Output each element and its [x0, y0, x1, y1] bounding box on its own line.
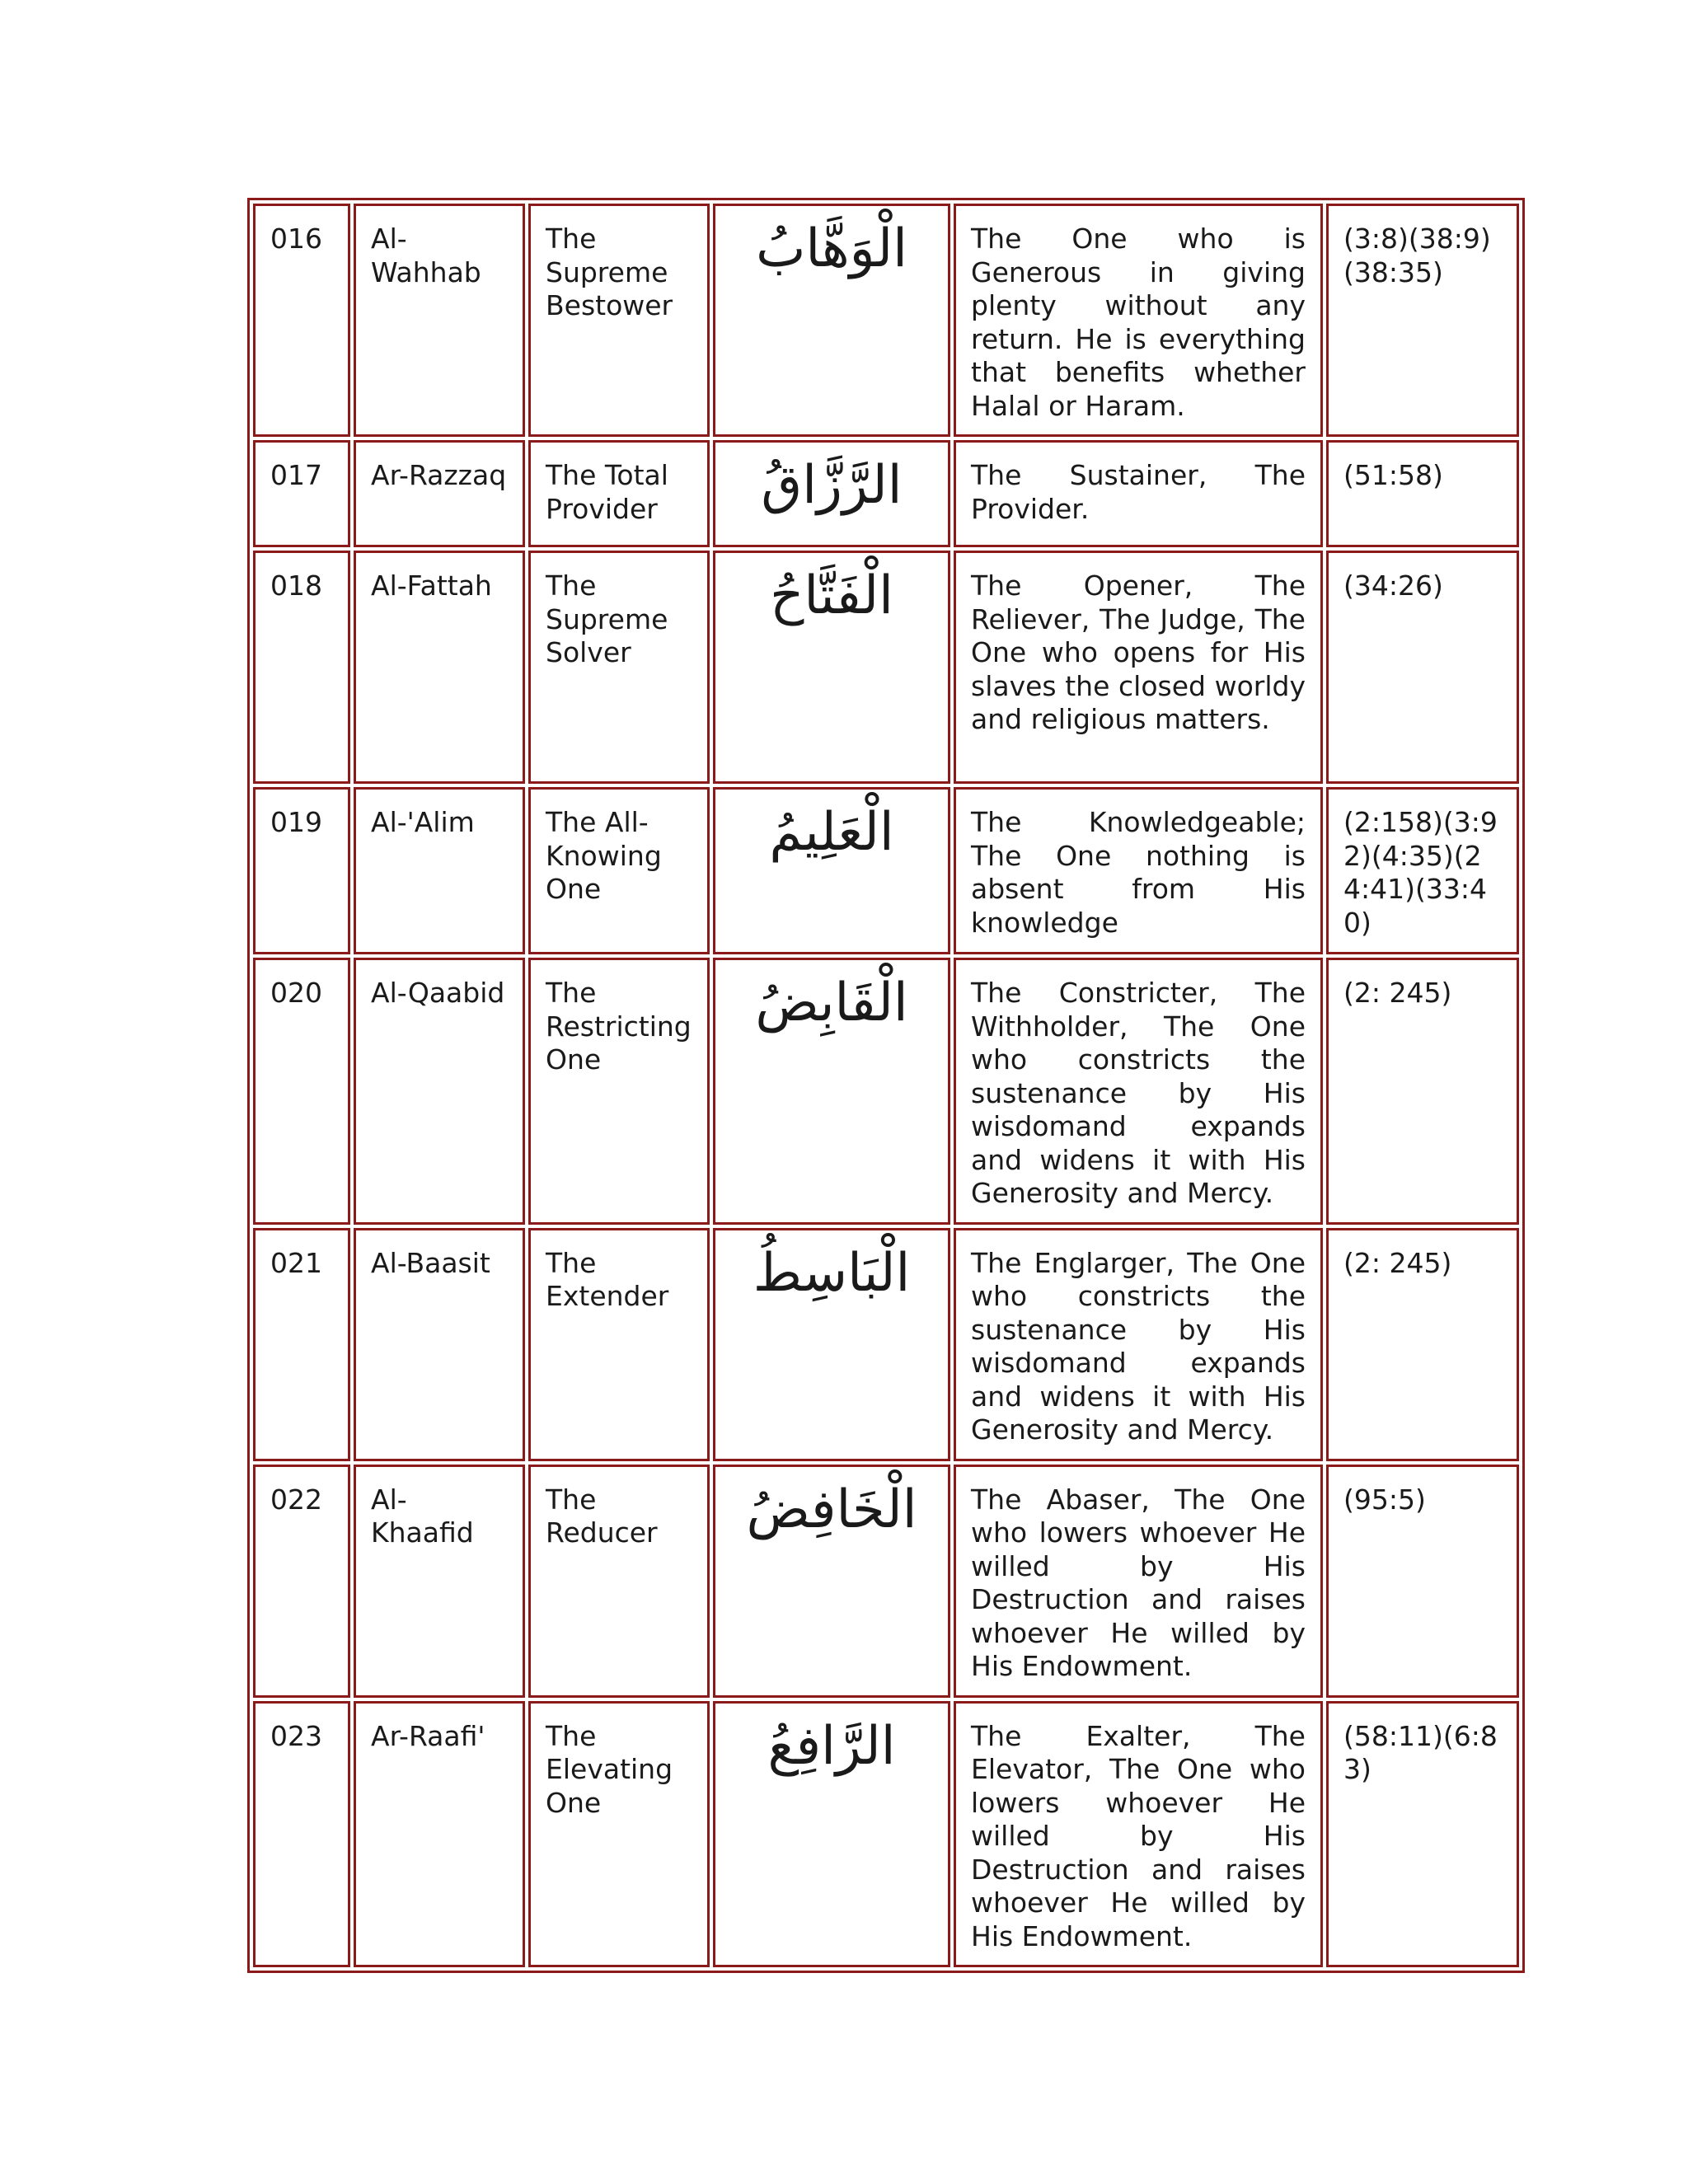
meaning-cell: The Restricting One: [528, 958, 710, 1225]
description-cell: The One who is Generous in giving plenty without any return. He is everything that benefits whether Halal or Haram.: [954, 204, 1323, 437]
arabic-name-cell: الْوَهَّابُ: [713, 204, 950, 437]
references-cell: (2: 245): [1326, 1228, 1519, 1461]
arabic-name-cell: الْقَابِضُ: [713, 958, 950, 1225]
transliteration-cell: Al-'Alim: [354, 787, 525, 954]
references-cell: (2:158)(3:92)(4:35)(24:41)(33:40): [1326, 787, 1519, 954]
references-cell: (2: 245): [1326, 958, 1519, 1225]
table-row: [253, 1228, 1519, 1461]
description-cell: The Sustainer, The Provider.: [954, 440, 1323, 547]
arabic-name-cell: الْخَافِضُ: [713, 1465, 950, 1698]
number-cell: 022: [253, 1465, 350, 1698]
meaning-cell: The All-Knowing One: [528, 787, 710, 954]
transliteration-cell: Al-Baasit: [354, 1228, 525, 1461]
names-of-allah-table: [247, 198, 1525, 1973]
description-cell: The Abaser, The One who lowers whoever He willed by His Destruction and raises whoever He willed by His Endowment.: [954, 1465, 1323, 1698]
references-cell: (58:11)(6:83): [1326, 1701, 1519, 1968]
table-row: [253, 1465, 1519, 1698]
table-row: [253, 204, 1519, 437]
number-cell: 021: [253, 1228, 350, 1461]
description-cell: The Englarger, The One who constricts the sustenance by His wisdomand expands and widens it with His Generosity and Mercy.: [954, 1228, 1323, 1461]
table-row: [253, 958, 1519, 1225]
table-row: [253, 551, 1519, 784]
description-cell: The Knowledgeable; The One nothing is absent from His knowledge: [954, 787, 1323, 954]
meaning-cell: The Extender: [528, 1228, 710, 1461]
number-cell: 023: [253, 1701, 350, 1968]
transliteration-cell: Al-Qaabid: [354, 958, 525, 1225]
arabic-name-cell: الرَّافِعُ: [713, 1701, 950, 1968]
number-cell: 018: [253, 551, 350, 784]
references-cell: (51:58): [1326, 440, 1519, 547]
arabic-name-cell: الْعَلِيمُ: [713, 787, 950, 954]
references-cell: (3:8)(38:9)(38:35): [1326, 204, 1519, 437]
transliteration-cell: Ar-Raafi': [354, 1701, 525, 1968]
description-cell: The Constricter, The Withholder, The One who constricts the sustenance by His wisdomand expands and widens it with His Generosity and Mercy.: [954, 958, 1323, 1225]
arabic-name-cell: الْفَتَّاحُ: [713, 551, 950, 784]
transliteration-cell: Ar-Razzaq: [354, 440, 525, 547]
transliteration-cell: Al-Wahhab: [354, 204, 525, 437]
number-cell: 019: [253, 787, 350, 954]
transliteration-cell: Al-Fattah: [354, 551, 525, 784]
meaning-cell: The Total Provider: [528, 440, 710, 547]
description-cell: The Opener, The Reliever, The Judge, The One who opens for His slaves the closed worldy and religious matters.: [954, 551, 1323, 784]
description-cell: The Exalter, The Elevator, The One who lowers whoever He willed by His Destruction and raises whoever He willed by His Endowment.: [954, 1701, 1323, 1968]
number-cell: 016: [253, 204, 350, 437]
number-cell: 020: [253, 958, 350, 1225]
references-cell: (95:5): [1326, 1465, 1519, 1698]
meaning-cell: The Supreme Bestower: [528, 204, 710, 437]
meaning-cell: The Supreme Solver: [528, 551, 710, 784]
transliteration-cell: Al-Khaafid: [354, 1465, 525, 1698]
references-cell: (34:26): [1326, 551, 1519, 784]
arabic-name-cell: الرَّزَّاقُ: [713, 440, 950, 547]
arabic-name-cell: الْبَاسِطُ: [713, 1228, 950, 1461]
table-row: [253, 787, 1519, 954]
meaning-cell: The Reducer: [528, 1465, 710, 1698]
table-row: [253, 1701, 1519, 1968]
table-row: [253, 440, 1519, 547]
meaning-cell: The Elevating One: [528, 1701, 710, 1968]
number-cell: 017: [253, 440, 350, 547]
